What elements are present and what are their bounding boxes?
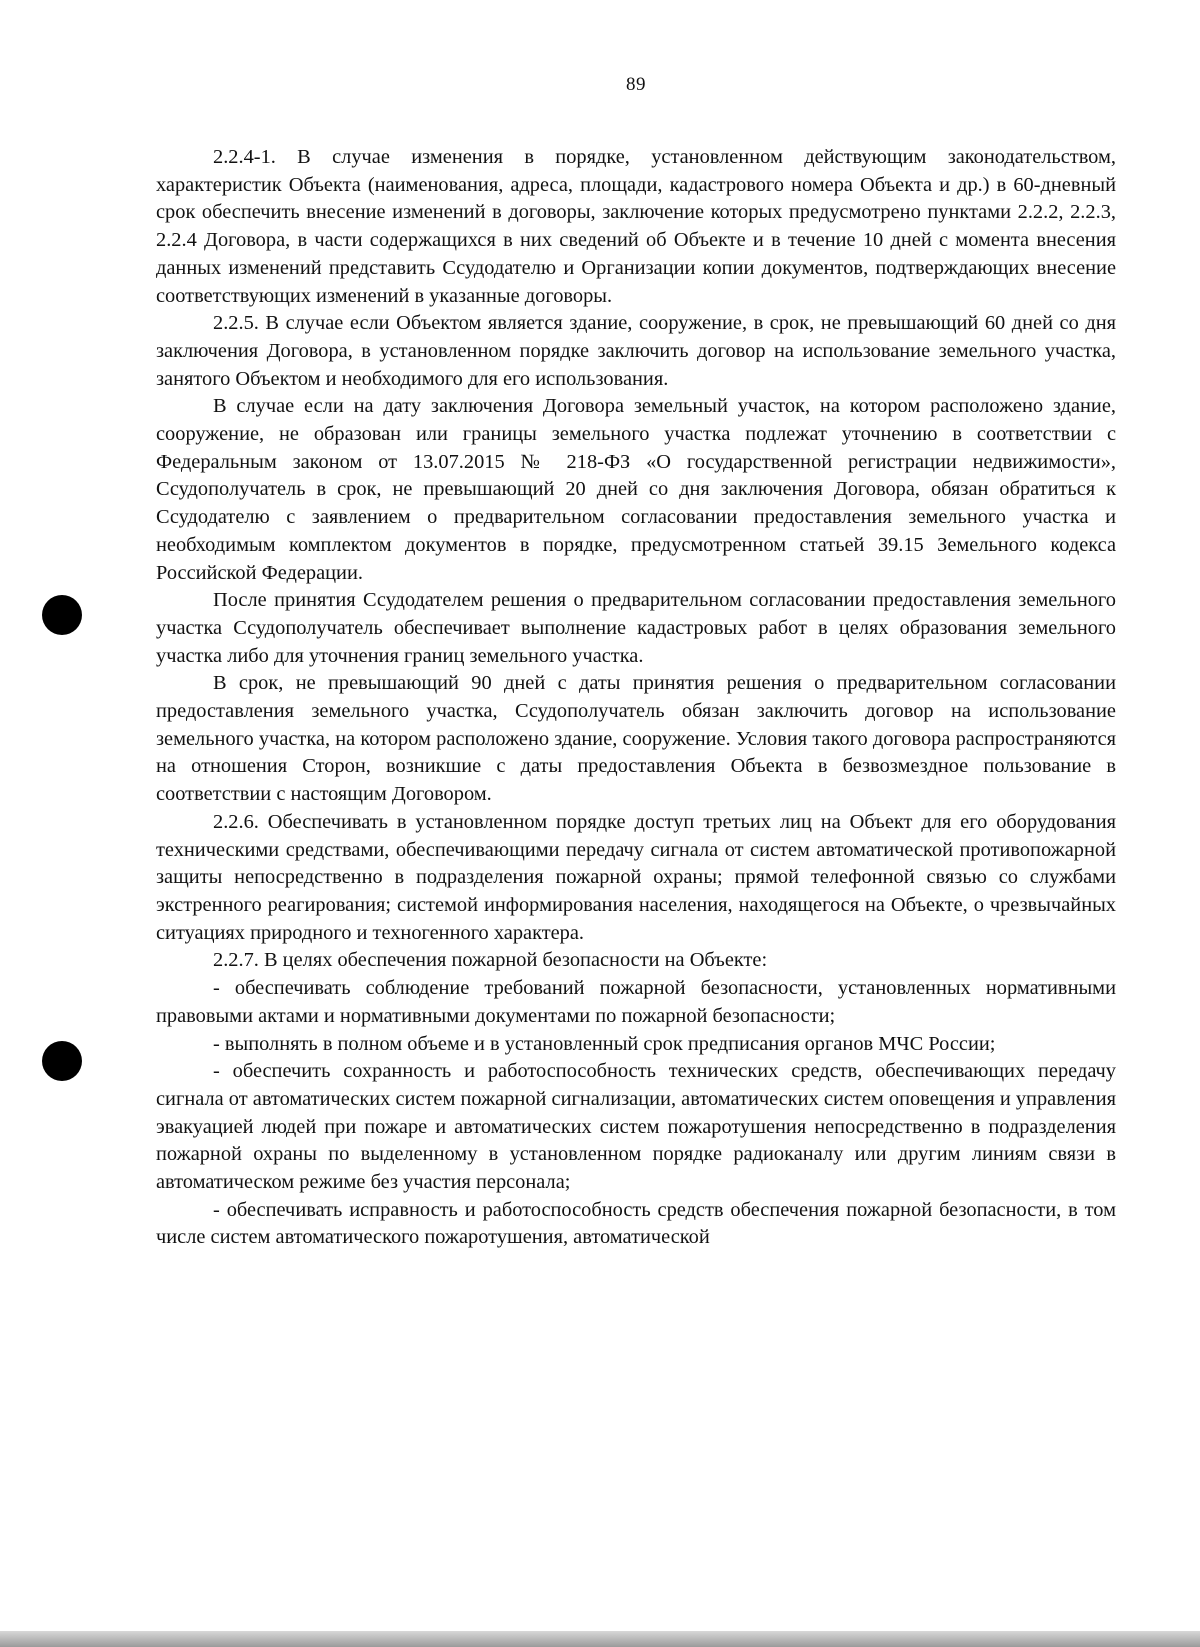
punch-hole-top: [42, 595, 82, 635]
document-body: [156, 144, 1116, 1252]
paragraph-2-2-5: 2.2.5. В случае если Объектом является здание, сооружение, в срок, не превышающий 60 дней со дня заключения Договора, в установленном порядке заключить договор на использование земельного участка, занятого Объектом и необходимого для его использования.: [156, 312, 1116, 390]
punch-hole-bottom: [42, 1041, 82, 1081]
list-item-fire-safety-requirements: - обеспечивать соблюдение требований пожарной безопасности, установленных нормативными правовыми актами и нормативными документами по пожарной безопасности;: [156, 977, 1116, 1027]
paragraph-2-2-4-1: 2.2.4-1. В случае изменения в порядке, установленном действующим законодательством, характеристик Объекта (наименования, адреса, площади, кадастрового номера Объекта и др.) в 60-дневный срок обеспечить внесение изменений в договоры, заключение которых предусмотрено пунктами 2.2.2, 2.2.3, 2.2.4 Договора, в части содержащихся в них сведений об Объекте и в течение 10 дней с момента внесения данных изменений представить Ссудодателю и Организации копии документов, подтверждающих внесение соответствующих изменений в указанные договоры.: [156, 146, 1116, 307]
paragraph-2-2-7: 2.2.7. В целях обеспечения пожарной безопасности на Объекте:: [213, 949, 768, 972]
paragraph-2-2-6: 2.2.6. Обеспечивать в установленном порядке доступ третьих лиц на Объект для его оборудования техническими средствами, обеспечивающими передачу сигнала от систем автоматической противопожарной защиты непосредственно в подразделения пожарной охраны; прямой телефонной связью со службами экстренного реагирования; системой информирования населения, находящегося на Объекте, о чрезвычайных ситуациях природного и техногенного характера.: [156, 810, 1116, 944]
list-item-mchs-orders: - выполнять в полном объеме и в установленный срок предписания органов МЧС России;: [213, 1032, 996, 1055]
paragraph-land-plot-registration: В случае если на дату заключения Договора земельный участок, на котором расположено здание, сооружение, не образован или границы земельного участка подлежат уточнению в соответствии с Федеральным законом от 13.07.2015 № 218-ФЗ «О государственной регистрации недвижимости», Ссудополучатель в срок, не превышающий 20 дней со дня заключения Договора, обязан обратиться к Ссудодателю с заявлением о предварительном согласовании предоставления земельного участка и необходимым комплектом документов в порядке, предусмотренном статьей 39.15 Земельного кодекса Российской Федерации.: [156, 395, 1116, 584]
list-item-signal-transmission: - обеспечить сохранность и работоспособность технических средств, обеспечивающих передачу сигнала от автоматических систем пожарной сигнализации, автоматических систем оповещения и управления эвакуацией людей при пожаре и автоматических систем пожаротушения непосредственно в подразделения пожарной охраны по выделенному в установленном порядке радиоканалу или другим линиям связи в автоматическом режиме без участия персонала;: [156, 1060, 1116, 1194]
page-number: 89: [626, 74, 646, 95]
paragraph-cadastral-works: После принятия Ссудодателем решения о предварительном согласовании предоставления земельного участка Ссудополучатель обеспечивает выполнение кадастровых работ в целях образования земельного участка либо для уточнения границ земельного участка.: [156, 589, 1116, 667]
list-item-fire-safety-equipment: - обеспечивать исправность и работоспособность средств обеспечения пожарной безопасности, в том числе систем автоматического пожаротушения, автоматической: [156, 1198, 1116, 1249]
paragraph-land-use-agreement: В срок, не превышающий 90 дней с даты принятия решения о предварительном согласовании предоставления земельного участка, Ссудополучатель обязан заключить договор на использование земельного участка, на котором расположено здание, сооружение. Условия такого договора распространяются на отношения Сторон, возникшие с даты предоставления Объекта в безвозмездное пользование в соответствии с настоящим Договором.: [156, 672, 1116, 806]
scan-bottom-edge: [0, 1631, 1200, 1647]
